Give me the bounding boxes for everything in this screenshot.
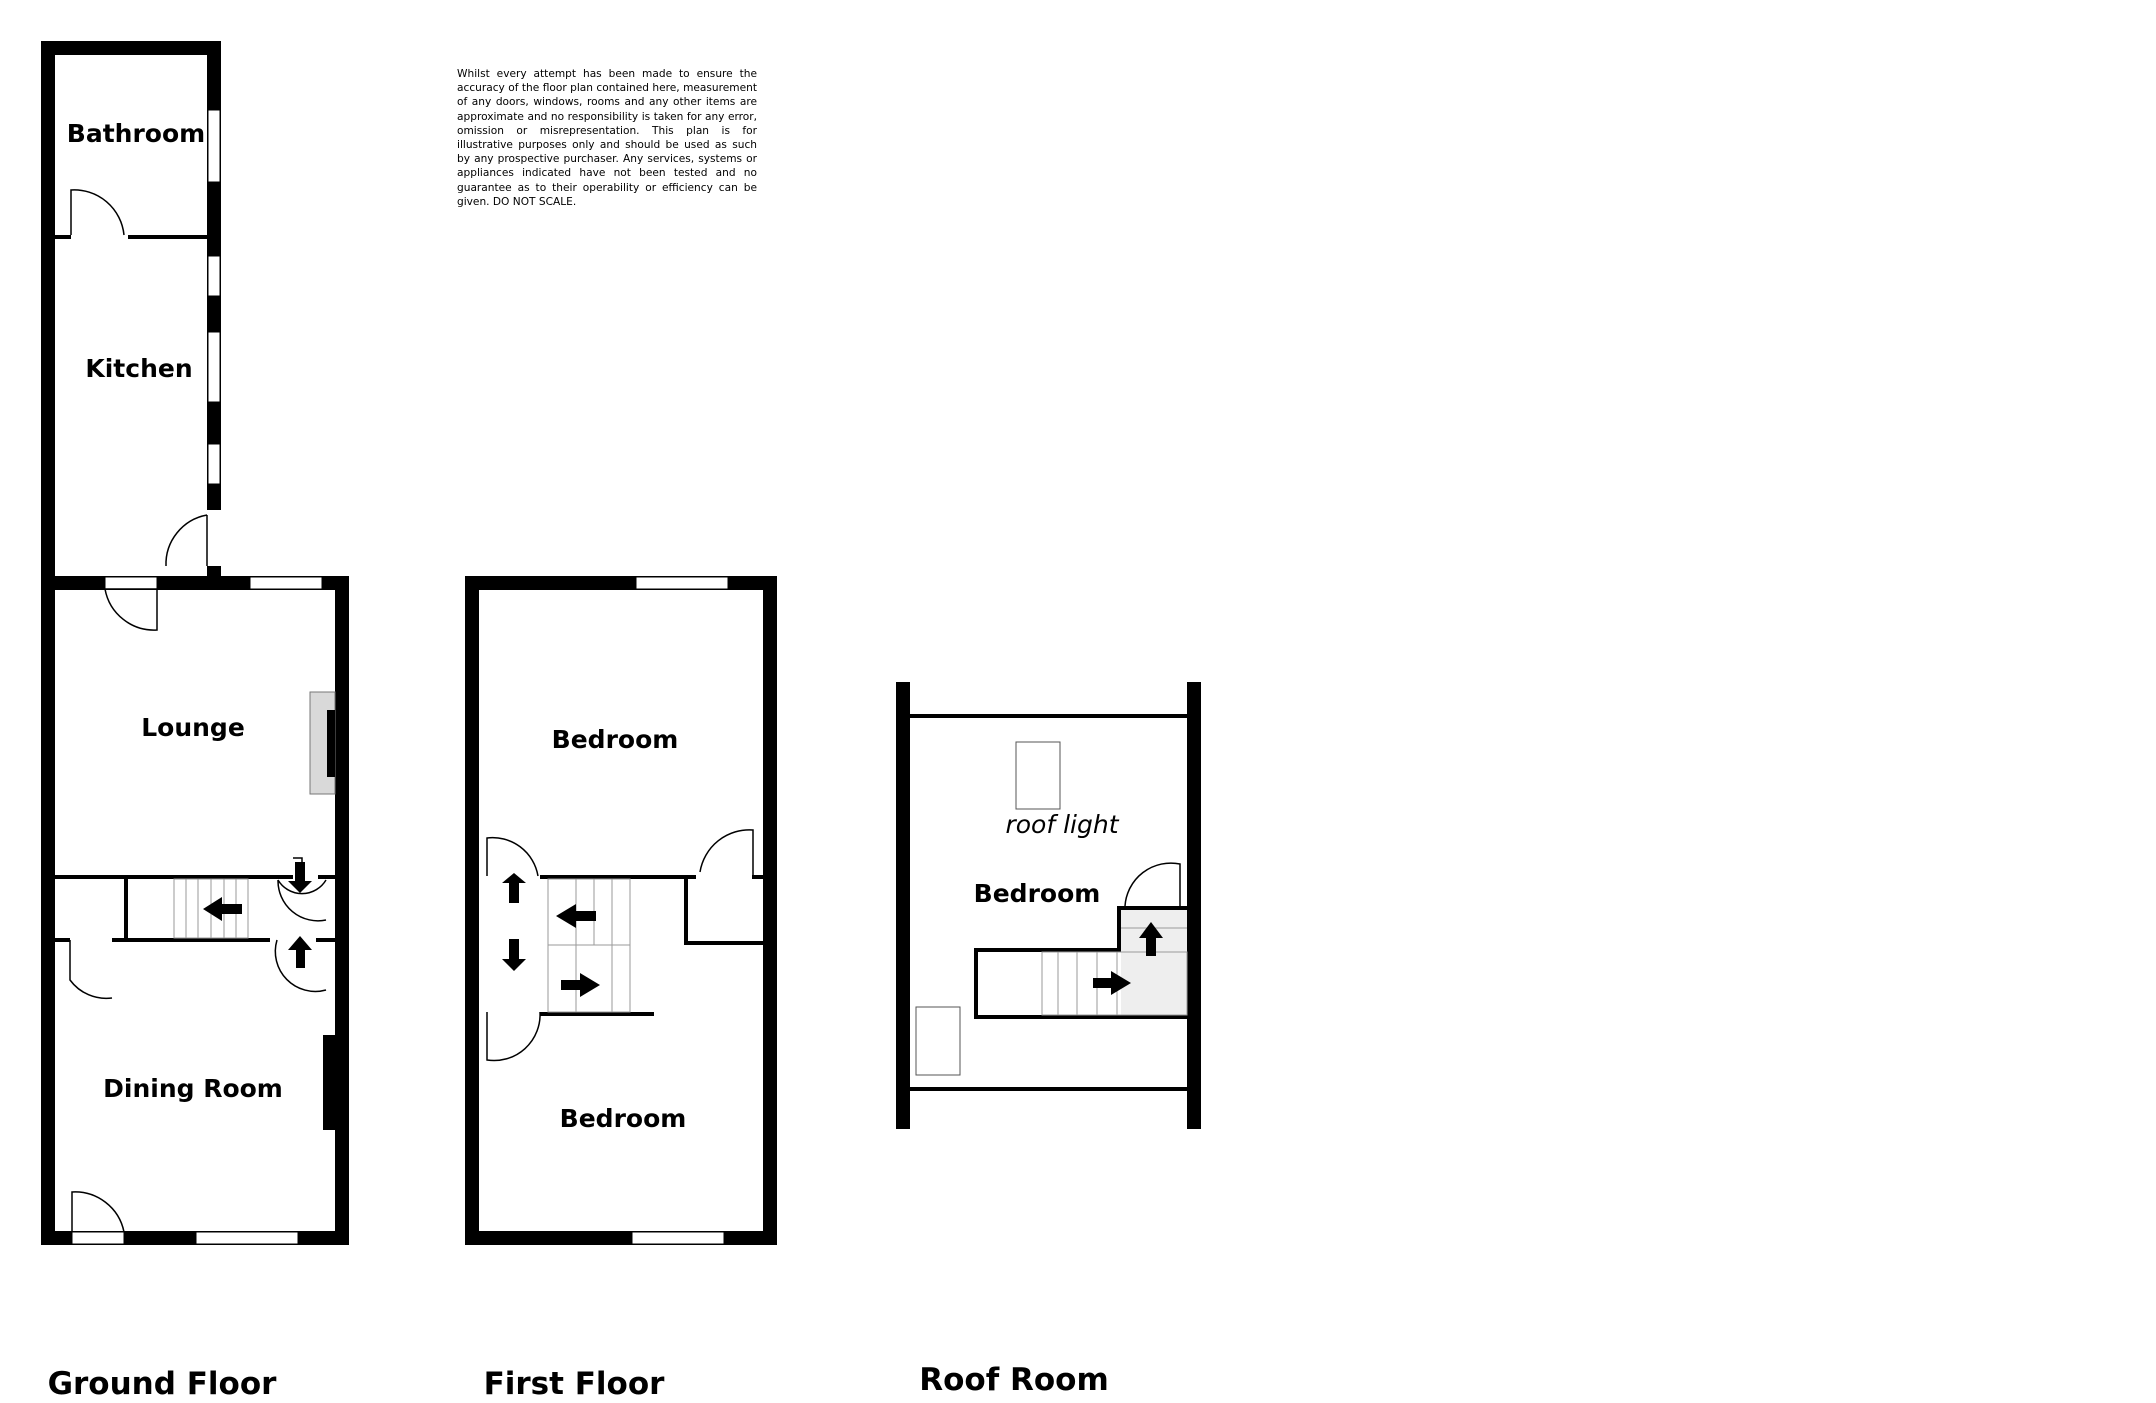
stair-upper-wall (55, 875, 293, 879)
first-landing-right-wall (684, 941, 763, 945)
room-label-kitchen: Kitchen (85, 354, 193, 383)
first-right-wall (763, 576, 777, 1245)
roof-bottom-eaves-line (910, 1087, 1187, 1091)
dining-chimney-breast (323, 1035, 335, 1130)
first-down-arrow-icon (502, 939, 526, 971)
roof-rear-window (916, 1007, 960, 1075)
landing-door-swing (700, 830, 753, 875)
dining-side-door-swing (70, 940, 112, 998)
roof-stair-left-wall (974, 948, 978, 1019)
roof-landing-floor (1121, 910, 1187, 1015)
room-label-rear-bedroom: Bedroom (559, 1104, 687, 1133)
up-arrow-icon (288, 936, 312, 968)
first-left-wall (465, 576, 479, 1245)
kitchen-door-opening (207, 510, 221, 566)
front-bedroom-door-swing (487, 838, 538, 876)
first-landing-top-wall-right (752, 875, 763, 879)
first-up-arrow-icon (502, 873, 526, 903)
extension-left-wall (41, 41, 55, 576)
stair-lower-wall (112, 938, 270, 942)
roof-light-label: roof light (1005, 810, 1119, 839)
kitchen-door-swing (166, 515, 207, 566)
house-right-wall (335, 576, 349, 1245)
floor-title-roof: Roof Room (919, 1362, 1109, 1398)
front-door-opening (72, 1232, 124, 1244)
first-top-wall (465, 576, 777, 590)
room-label-dining-room: Dining Room (103, 1074, 283, 1103)
stair-side-wall (124, 877, 128, 940)
rear-bedroom-door-swing (487, 1012, 540, 1061)
bathroom-partition-left (55, 235, 71, 239)
lounge-door-swing (105, 589, 158, 630)
dining-window (196, 1232, 298, 1244)
extension-top-wall (41, 41, 221, 55)
bathroom-door-swing (71, 190, 124, 235)
ground-floor-plan (41, 41, 349, 1245)
kitchen-window-3 (208, 444, 220, 484)
lounge-window (250, 577, 322, 589)
roof-left-wall (896, 682, 910, 1129)
roof-stair-bottom-wall (974, 1015, 1187, 1019)
bathroom-window (208, 110, 220, 182)
lounge-door-opening (105, 577, 157, 589)
lounge-fireplace-hearth (327, 710, 335, 777)
stair-lower-wall-right (316, 938, 335, 942)
stair-upper-wall-right (318, 875, 335, 879)
roof-right-wall (1187, 682, 1201, 1129)
room-label-bathroom: Bathroom (66, 119, 206, 148)
kitchen-window-2 (208, 332, 220, 402)
roof-top-eaves-line (910, 714, 1187, 718)
house-left-wall (41, 576, 55, 1245)
first-front-window (636, 577, 728, 589)
room-label-lounge: Lounge (141, 713, 245, 742)
room-label-front-bedroom: Bedroom (551, 725, 679, 754)
first-landing-top-wall (540, 875, 696, 879)
kitchen-window-1 (208, 256, 220, 296)
first-landing-bottom-wall (540, 1012, 654, 1016)
first-landing-divider (684, 877, 688, 943)
first-rear-window (632, 1232, 724, 1244)
first-stairs-right-arrow-icon (561, 973, 600, 997)
bathroom-partition-right (128, 235, 207, 239)
floor-title-ground: Ground Floor (47, 1366, 277, 1402)
first-stairs-left-arrow-icon (556, 904, 596, 928)
roof-bedroom-door-swing (1125, 863, 1180, 906)
first-stair-treads (548, 879, 630, 1012)
roof-landing-left-wall (1117, 906, 1121, 950)
roof-light-window (1016, 742, 1060, 809)
front-door-swing (72, 1192, 124, 1232)
room-label-roof-bedroom: Bedroom (973, 879, 1101, 908)
roof-landing-top-wall (1117, 906, 1187, 910)
stair-lower-wall-left (55, 938, 70, 942)
first-bottom-wall (465, 1231, 777, 1245)
disclaimer-text: Whilst every attempt has been made to ensure the accuracy of the floor plan contained here, measurement of any doors, windows, rooms and any other items are approximate and no responsibility is taken for any error, omission or misrepresentation. This plan is for illustrative purposes only and should be used as such by any prospective purchaser. Any services, systems or appliances indicated have not been tested and no guarantee as to their operability or efficiency can be given. DO NOT SCALE. (457, 68, 757, 208)
first-floor-plan (465, 576, 777, 1245)
floor-title-first: First Floor (483, 1366, 665, 1402)
